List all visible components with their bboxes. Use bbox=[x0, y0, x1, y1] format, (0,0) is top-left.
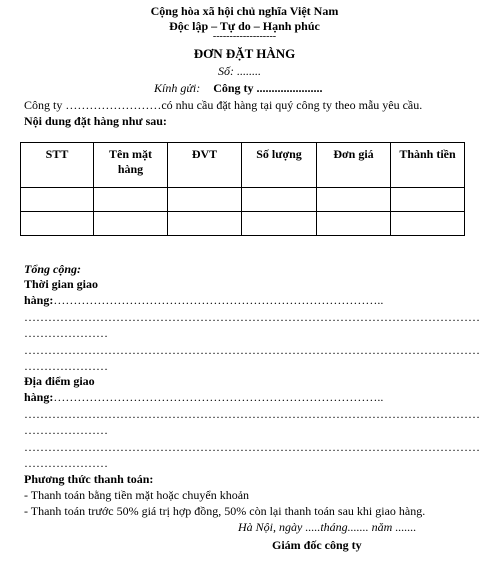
table-cell bbox=[21, 188, 94, 212]
document-title: ĐƠN ĐẶT HÀNG bbox=[193, 46, 296, 61]
recipient-line bbox=[154, 81, 323, 95]
delivery-place-label: Địa điểm giao bbox=[24, 374, 95, 388]
delivery-time-fill: ………………… bbox=[24, 326, 108, 340]
column-header: STT bbox=[21, 143, 94, 188]
table-cell bbox=[242, 212, 317, 236]
header-rule: ------------------- bbox=[212, 31, 277, 42]
delivery-time-label: Thời gian giao bbox=[24, 277, 98, 291]
column-header: Số lượng bbox=[242, 143, 317, 188]
table-cell bbox=[242, 188, 317, 212]
table-cell bbox=[168, 188, 242, 212]
payment-item: - Thanh toán trước 50% giá trị hợp đồng, 50% còn lại thanh toán sau khi giao hàng. bbox=[24, 504, 426, 518]
delivery-time-fill: ………………… bbox=[24, 359, 108, 373]
order-table bbox=[20, 142, 465, 236]
delivery-time-fill: …………………………………………………………………………………………………… bbox=[24, 343, 480, 357]
table-row bbox=[21, 188, 465, 212]
column-header: Tên mặt hàng bbox=[94, 143, 168, 188]
delivery-time-line: hàng:……………………………………………………………………….. bbox=[24, 293, 384, 307]
delivery-time-fill: …………………………………………………………………………………………………… bbox=[24, 310, 480, 324]
table-cell bbox=[391, 212, 465, 236]
intro-text: Công ty ……………………có nhu cầu đặt hàng tại quý công ty theo mẫu yêu cầu. bbox=[24, 98, 423, 112]
table-cell bbox=[317, 212, 391, 236]
recipient-value: Công ty ...................... bbox=[213, 81, 323, 95]
delivery-place-fill: …………………………………………………………………………………………………… bbox=[24, 440, 480, 454]
delivery-place-line: hàng:……………………………………………………………………….. bbox=[24, 390, 384, 404]
content-heading: Nội dung đặt hàng như sau: bbox=[24, 114, 167, 128]
delivery-place-fill: ………………… bbox=[24, 423, 108, 437]
table-row bbox=[21, 212, 465, 236]
place-date: Hà Nội, ngày .....tháng....... năm ....... bbox=[238, 520, 417, 534]
table-cell bbox=[317, 188, 391, 212]
column-header: Thành tiền bbox=[391, 143, 465, 188]
table-cell bbox=[94, 212, 168, 236]
nation-title: Cộng hòa xã hội chủ nghĩa Việt Nam bbox=[150, 4, 339, 18]
table-cell bbox=[21, 212, 94, 236]
table-header-row bbox=[21, 143, 465, 188]
recipient-label: Kính gửi: bbox=[154, 81, 201, 95]
signature-title: Giám đốc công ty bbox=[272, 538, 362, 552]
table-cell bbox=[168, 212, 242, 236]
delivery-place-fill: ………………… bbox=[24, 456, 108, 470]
column-header: ĐVT bbox=[168, 143, 242, 188]
delivery-place-fill: …………………………………………………………………………………………………… bbox=[24, 407, 480, 421]
payment-heading: Phương thức thanh toán: bbox=[24, 472, 154, 486]
table-cell bbox=[391, 188, 465, 212]
column-header: Đơn giá bbox=[317, 143, 391, 188]
table-cell bbox=[94, 188, 168, 212]
payment-item: - Thanh toán bằng tiền mặt hoặc chuyển khoản bbox=[24, 488, 250, 502]
motto: Độc lập – Tự do – Hạnh phúc bbox=[169, 19, 320, 33]
document-number: Số: ........ bbox=[218, 64, 261, 78]
total-label: Tổng cộng: bbox=[24, 262, 81, 276]
